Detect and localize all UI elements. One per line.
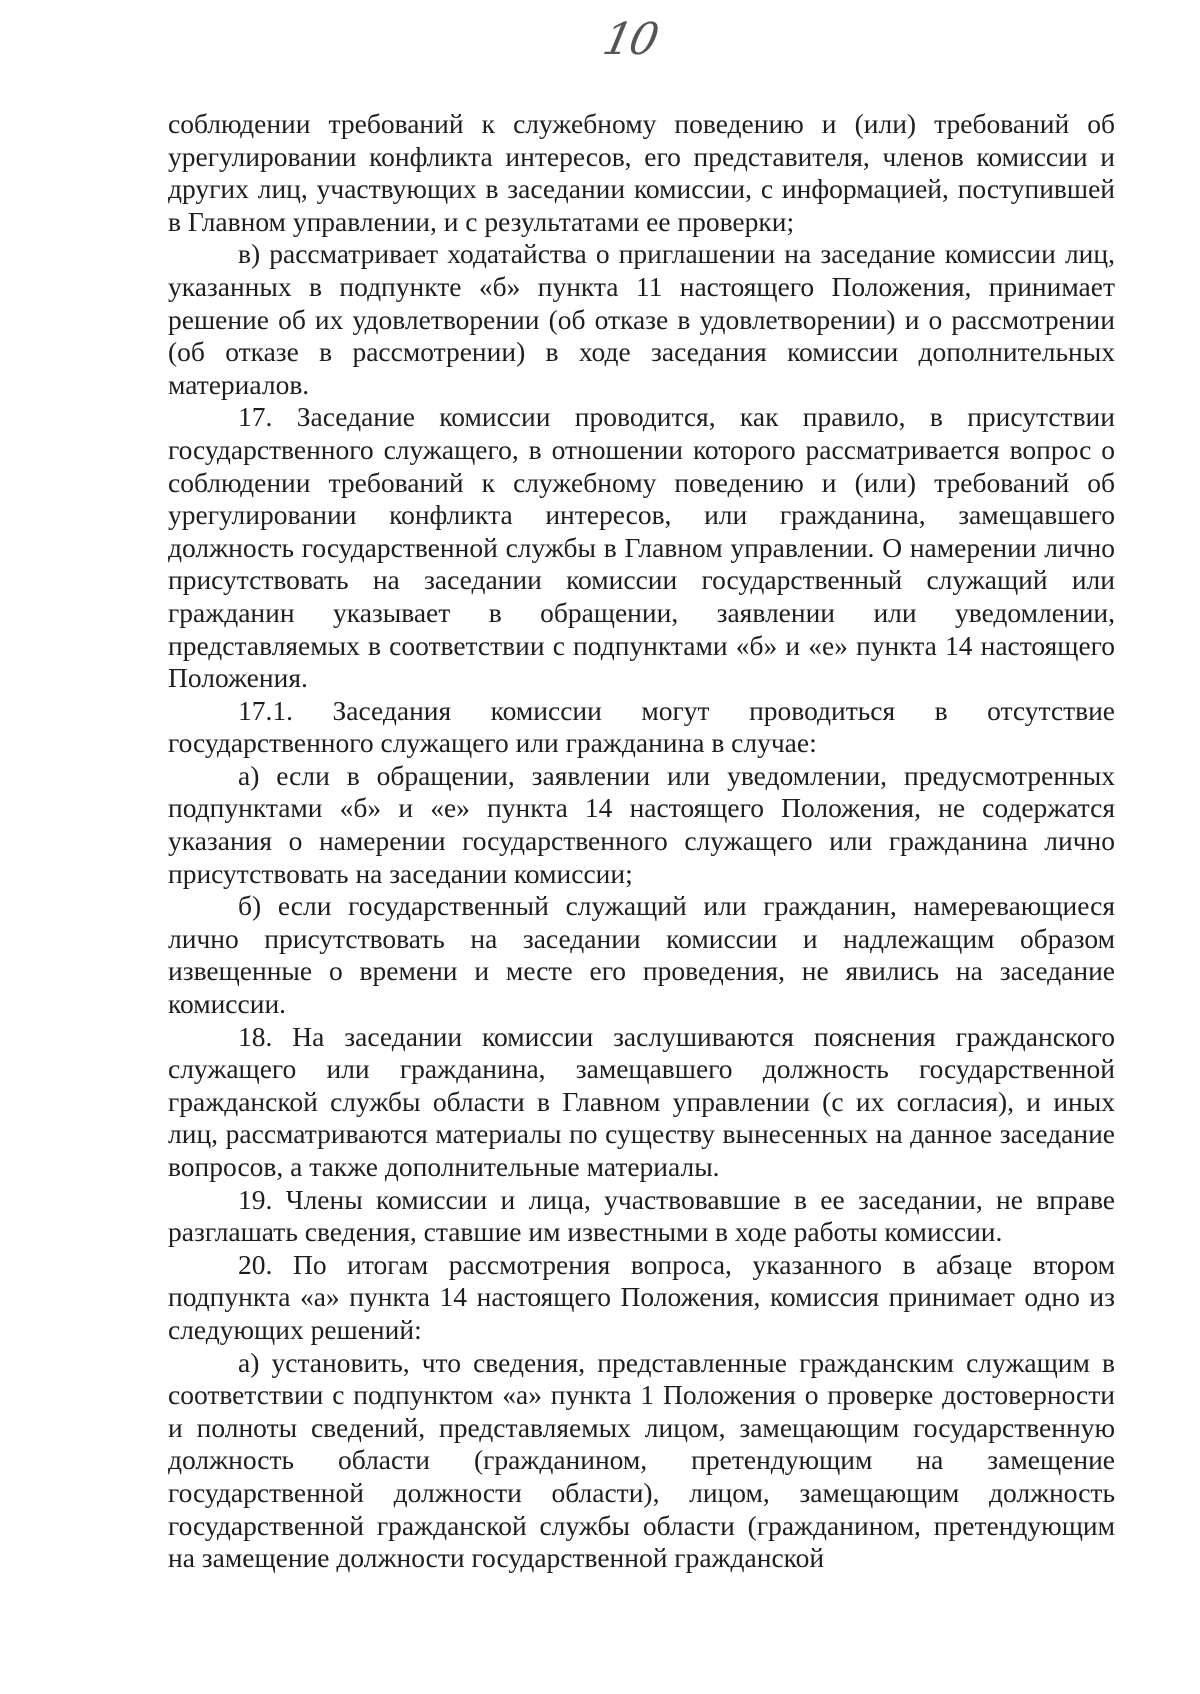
- paragraph-item-18: 18. На заседании комиссии заслушиваются пояснения гражданского служащего или гражданина, замещавшего должность государственной гражданской службы области в Главном управлении (с их согласия), и иных лиц, рассматриваются материалы по существу вынесенных на данное заседание вопросов, а также дополнительные материалы.: [168, 1020, 1115, 1182]
- paragraph-item-20: 20. По итогам рассмотрения вопроса, указанного в абзаце втором подпункта «а» пункта 14 настоящего Положения, комиссия принимает одно из следующих решений:: [168, 1248, 1115, 1345]
- paragraph-subitem-v: в) рассматривает ходатайства о приглашении на заседание комиссии лиц, указанных в подпункте «б» пункта 11 настоящего Положения, принимает решение об их удовлетворении (об отказе в удовлетворении) и о рассмотрении (об отказе в рассмотрении) в ходе заседания комиссии дополнительных материалов.: [168, 238, 1115, 400]
- paragraph-item-19: 19. Члены комиссии и лица, участвовавшие в ее заседании, не вправе разглашать сведения, ставшие им известными в ходе работы комиссии.: [168, 1183, 1115, 1248]
- paragraph-subitem-a: а) если в обращении, заявлении или уведомлении, предусмотренных подпунктами «б» и «е» пункта 14 настоящего Положения, не содержатся указания о намерении государственного служащего или гражданина лично присутствовать на заседании комиссии;: [168, 759, 1115, 889]
- paragraph-subitem-b: б) если государственный служащий или гражданин, намеревающиеся лично присутствовать на заседании комиссии и надлежащим образом извещенные о времени и месте его проведения, не явились на заседание комиссии.: [168, 890, 1115, 1020]
- paragraph-item-20-a: а) установить, что сведения, представленные гражданским служащим в соответствии с подпунктом «а» пункта 1 Положения о проверке достоверности и полноты сведений, представляемых лицом, замещающим государственную должность области (гражданином, претендующим на замещение государственной должности области), лицом, замещающим должность государственной гражданской службы области (гражданином, претендующим на замещение должности государственной гражданской: [168, 1346, 1115, 1574]
- document-body: [168, 108, 1115, 1575]
- paragraph-item-17: 17. Заседание комиссии проводится, как правило, в присутствии государственного служащего, в отношении которого рассматривается вопрос о соблюдении требований к служебному поведению и (или) требований об урегулировании конфликта интересов, или гражданина, замещавшего должность государственной службы в Главном управлении. О намерении лично присутствовать на заседании комиссии государственный служащий или гражданин указывает в обращении, заявлении или уведомлении, представляемых в соответствии с подпунктами «б» и «е» пункта 14 настоящего Положения.: [168, 401, 1115, 694]
- paragraph-continuation: соблюдении требований к служебному поведению и (или) требований об урегулировании конфликта интересов, его представителя, членов комиссии и других лиц, участвующих в заседании комиссии, с информацией, поступившей в Главном управлении, и с результатами ее проверки;: [168, 108, 1115, 237]
- page-number: 10: [598, 14, 662, 65]
- paragraph-item-17-1: 17.1. Заседания комиссии могут проводиться в отсутствие государственного служащего или гражданина в случае:: [168, 694, 1115, 759]
